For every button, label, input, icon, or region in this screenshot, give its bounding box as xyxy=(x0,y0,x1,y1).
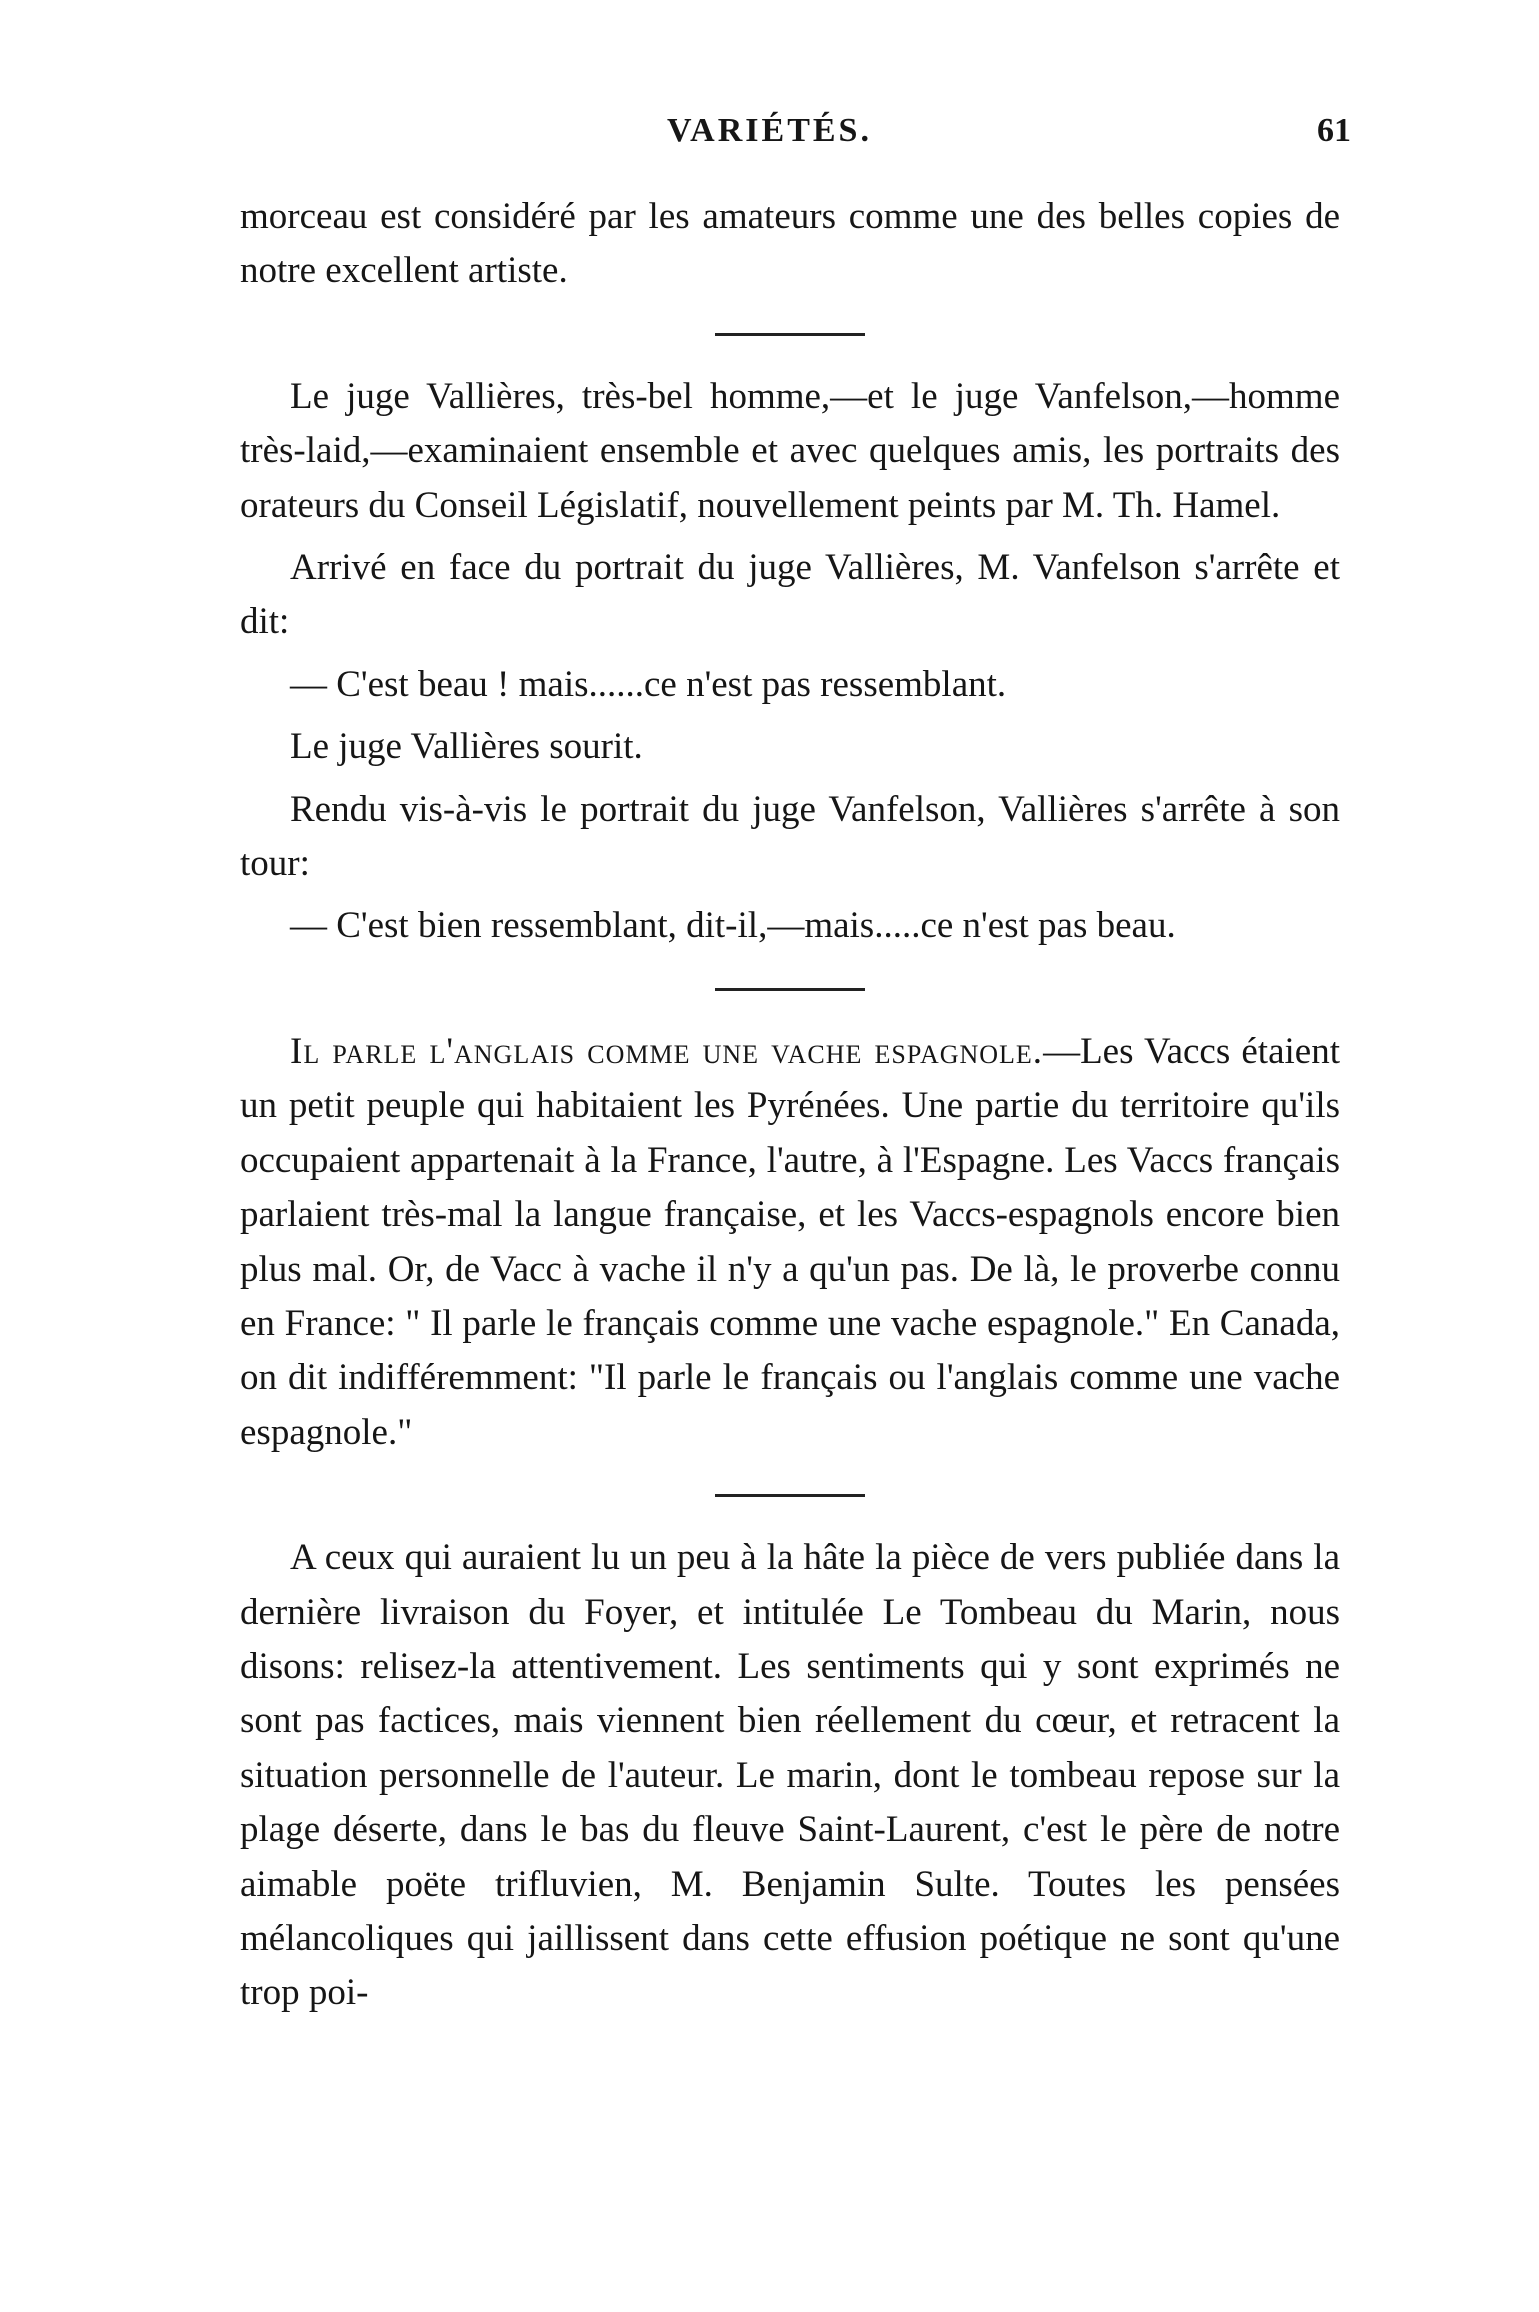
proverb-text: —Les Vaccs étaient un petit peuple qui habitaient les Pyrénées. Une partie du territoire qu'ils occupaient appartenait à la France, l'autre, à l'Espagne. Les Vaccs français parlaient très-mal la langue française, et les Vaccs-espagnols encore bien plus mal. Or, de Vacc à vache il n'y a qu'un pas. De là, le proverbe connu en France: " Il parle le français comme une vache espagnole." En Canada, on dit indifféremment: "Il parle le français ou l'anglais comme une vache espagnole." xyxy=(240,1030,1340,1453)
page-number: 61 xyxy=(1317,112,1351,149)
proverb-heading: Il parle l'anglais comme une vache espagnole. xyxy=(290,1030,1044,1072)
paragraph-proverb xyxy=(240,1025,1340,1460)
section-rule xyxy=(715,1494,865,1497)
paragraph-rendu: Rendu vis-à-vis le portrait du juge Vanfelson, Vallières s'arrête à son tour: xyxy=(240,788,1340,885)
dialogue-line: — C'est beau ! mais......ce n'est pas ressemblant. xyxy=(290,663,1007,705)
dialogue-line: — C'est bien ressemblant, dit-il,—mais.....ce n'est pas beau. xyxy=(290,905,1176,947)
paragraph-sourit: Le juge Vallières sourit. xyxy=(290,726,643,768)
paragraph-continued: morceau est considéré par les amateurs comme une des belles copies de notre excellent artiste. xyxy=(240,196,1340,292)
paragraph-anecdote: Le juge Vallières, très-bel homme,—et le juge Vanfelson,—homme très-laid,—examinaient ensemble et avec quelques amis, les portraits des orateurs du Conseil Législatif, nouvellement peints par M. Th. Hamel. xyxy=(240,375,1340,526)
running-title: VARIÉTÉS. xyxy=(667,112,872,149)
paragraph-arrive: Arrivé en face du portrait du juge Vallières, M. Vanfelson s'arrête et dit: xyxy=(240,547,1340,643)
section-rule xyxy=(715,333,865,336)
section-rule xyxy=(715,988,865,991)
paragraph-foyer: A ceux qui auraient lu un peu à la hâte la pièce de vers publiée dans la dernière livraison du Foyer, et intitulée Le Tombeau du Marin, nous disons: relisez-la attentivement. Les sentiments qui y sont exprimés ne sont pas factices, mais viennent bien réellement du cœur, et retracent la situation personnelle de l'auteur. Le marin, dont le tombeau repose sur la plage déserte, dans le bas du fleuve Saint-Laurent, c'est le père de notre aimable poëte trifluvien, M. Benjamin Sulte. Toutes les pensées mélancoliques qui jaillissent dans cette effusion poétique ne sont qu'une trop poi- xyxy=(240,1537,1340,2014)
running-head xyxy=(0,112,1539,162)
text-body xyxy=(240,190,1340,2021)
